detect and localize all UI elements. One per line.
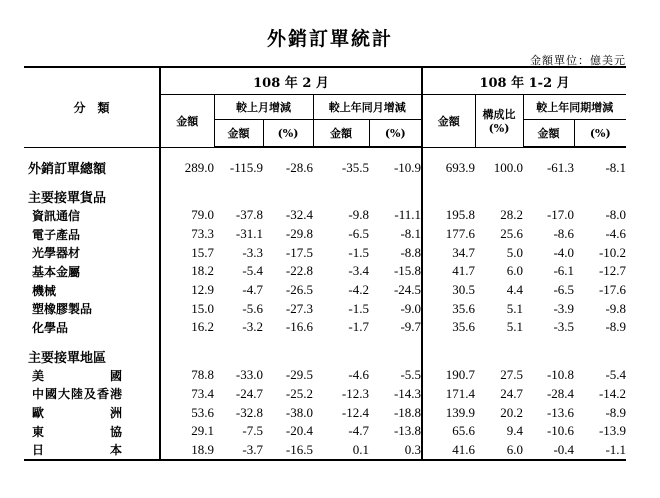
row-label-text: 機械 <box>32 283 57 298</box>
cell: -38.0 <box>285 404 313 420</box>
cell: -3.2 <box>242 319 263 335</box>
cell: -37.8 <box>235 207 263 223</box>
cell: -8.9 <box>605 319 627 335</box>
cell: -6.5 <box>553 282 575 298</box>
cell: 4.4 <box>506 282 524 298</box>
row-label <box>24 299 160 318</box>
cell: -0.4 <box>523 441 574 461</box>
sub-amount-2: 金額 <box>313 120 369 148</box>
row-label-text: 基本金屬 <box>32 264 81 279</box>
cell: 5.0 <box>506 244 524 260</box>
cell: -18.8 <box>393 404 422 420</box>
cell: -15.8 <box>393 263 422 279</box>
cell: 73.4 <box>160 385 214 404</box>
cell: -5.6 <box>242 300 263 316</box>
table-row <box>24 385 626 404</box>
cell: 35.6 <box>422 318 475 337</box>
row-label <box>24 243 160 262</box>
cell: 177.6 <box>422 225 475 244</box>
row-label-text: 光學器材 <box>32 246 81 261</box>
cell: 79.0 <box>160 206 214 225</box>
cell: -13.6 <box>546 404 575 420</box>
cell: -8.0 <box>605 207 627 223</box>
sub-pct-2: (%) <box>369 120 422 148</box>
sub-pct-3: (%) <box>574 120 626 148</box>
cell: -13.8 <box>393 423 422 439</box>
cell: -4.7 <box>242 282 263 298</box>
share-unit: (%) <box>488 122 510 136</box>
row-label <box>24 281 160 300</box>
cell: 0.1 <box>313 441 369 461</box>
cell: 18.2 <box>160 262 214 281</box>
period1-header: 108 年 2 月 <box>160 67 422 95</box>
cell: -24.7 <box>235 385 263 401</box>
cell: -33.0 <box>235 367 263 383</box>
cell: 25.6 <box>500 226 524 242</box>
row-label <box>24 206 160 225</box>
category-header: 分 類 <box>24 67 160 147</box>
row-label <box>24 225 160 244</box>
cell: -29.8 <box>285 226 313 242</box>
cell: -1.5 <box>348 300 369 316</box>
cell: 27.5 <box>500 367 524 383</box>
table-row <box>24 262 626 281</box>
table-row <box>24 366 626 385</box>
cell: -35.5 <box>341 159 369 175</box>
cell: -5.4 <box>242 263 263 279</box>
cell: 35.6 <box>422 299 475 318</box>
table-row <box>24 243 626 262</box>
cell: 139.9 <box>422 403 475 422</box>
unit-note: 金額單位：億美元 <box>530 54 626 67</box>
cell: -8.1 <box>400 226 422 242</box>
row-label <box>24 441 160 461</box>
cell: -17.5 <box>285 244 313 260</box>
period2-header: 108 年 1-2 月 <box>422 67 626 95</box>
cell: -13.9 <box>598 423 627 439</box>
cell: 16.2 <box>160 318 214 337</box>
cell: -28.4 <box>546 385 575 401</box>
cell: 171.4 <box>422 385 475 404</box>
cell: 53.6 <box>160 403 214 422</box>
amount-header-p1: 金額 <box>160 95 214 148</box>
row-label-text: 日 本 <box>32 443 122 458</box>
cell: -7.5 <box>242 423 263 439</box>
cell: -3.5 <box>553 319 575 335</box>
table-row <box>24 422 626 441</box>
cell: -32.4 <box>285 207 313 223</box>
cell: -3.9 <box>553 300 575 316</box>
table-row <box>24 281 626 300</box>
cell: 41.6 <box>422 441 475 461</box>
vs-prev-month-header: 較上月增減 <box>214 95 313 120</box>
section-goods <box>24 187 626 206</box>
cell: -17.0 <box>546 207 575 223</box>
cell: 195.8 <box>422 206 475 225</box>
cell: -9.8 <box>348 207 369 223</box>
cell: -9.8 <box>605 300 627 316</box>
cell: -5.4 <box>605 367 627 383</box>
row-label-text: 資訊通信 <box>32 208 81 223</box>
vs-prev-year-header: 較上年同月增減 <box>313 95 422 120</box>
row-label: 外銷訂單總額 <box>28 162 107 177</box>
share-header <box>475 95 523 148</box>
cell: 41.7 <box>422 262 475 281</box>
section-heading: 主要接單貨品 <box>28 191 107 206</box>
row-label-text: 歐 洲 <box>32 406 122 421</box>
cell: -5.5 <box>400 367 422 383</box>
cell: 29.1 <box>160 422 214 441</box>
row-label-text: 化學品 <box>32 320 69 335</box>
cell: -4.2 <box>348 282 369 298</box>
cell: -9.7 <box>400 319 422 335</box>
cell: 20.2 <box>500 404 524 420</box>
cell: -12.7 <box>598 263 627 279</box>
cell: 65.6 <box>422 422 475 441</box>
cell: 24.7 <box>500 385 524 401</box>
cell: -8.6 <box>553 226 575 242</box>
cell: -4.6 <box>348 367 369 383</box>
cell: -31.1 <box>235 226 263 242</box>
cell: 34.7 <box>422 243 475 262</box>
cell: 30.5 <box>422 281 475 300</box>
export-orders-table <box>24 66 626 461</box>
cell: -10.6 <box>546 423 575 439</box>
table-row <box>24 206 626 225</box>
cell: 73.3 <box>160 225 214 244</box>
cell: -4.6 <box>605 226 627 242</box>
cell: -11.1 <box>394 207 422 223</box>
table-row <box>24 403 626 422</box>
cell: -115.9 <box>229 159 263 175</box>
cell: 28.2 <box>500 207 524 223</box>
cell: -26.5 <box>285 282 313 298</box>
share-label: 構成比 <box>482 108 516 122</box>
cell: -22.8 <box>285 263 313 279</box>
cell: -1.5 <box>348 244 369 260</box>
amount-header-p2: 金額 <box>422 95 475 148</box>
table-row <box>24 318 626 337</box>
sub-pct-1: (%) <box>263 120 313 148</box>
cell: -6.5 <box>348 226 369 242</box>
cell: -27.3 <box>285 300 313 316</box>
cell: -12.4 <box>341 404 369 420</box>
cell: 693.9 <box>422 158 475 177</box>
row-label <box>24 318 160 337</box>
row-label <box>24 403 160 422</box>
cell: 6.0 <box>506 263 524 279</box>
table-row <box>24 441 626 461</box>
cell: -10.2 <box>598 244 627 260</box>
sub-amount-3: 金額 <box>523 120 574 148</box>
cell: 78.8 <box>160 366 214 385</box>
section-regions <box>24 347 626 366</box>
cell: -61.3 <box>546 159 575 175</box>
row-label <box>24 366 160 385</box>
row-label-text: 電子產品 <box>32 227 81 242</box>
row-label <box>24 262 160 281</box>
cell: 5.1 <box>506 300 524 316</box>
page-title: 外銷訂單統計 <box>266 28 393 50</box>
cell: -1.1 <box>574 441 626 461</box>
row-label <box>24 385 160 404</box>
table-row <box>24 225 626 244</box>
cell: -4.7 <box>348 423 369 439</box>
table-row-total <box>24 158 626 177</box>
row-label-text: 中國大陸及香港 <box>32 387 122 402</box>
section-heading: 主要接單地區 <box>28 350 107 366</box>
cell: -16.6 <box>285 319 313 335</box>
cell: 18.9 <box>160 441 214 461</box>
cell: 6.0 <box>475 441 523 461</box>
cell: -16.5 <box>263 441 313 461</box>
cell: -25.2 <box>285 385 313 401</box>
cell: -24.5 <box>393 282 422 298</box>
cell: -8.8 <box>400 244 422 260</box>
cell: 9.4 <box>506 423 524 439</box>
cell: -12.3 <box>341 385 369 401</box>
cell: 190.7 <box>422 366 475 385</box>
row-label-text: 美 國 <box>32 368 122 383</box>
sub-amount-1: 金額 <box>214 120 263 148</box>
cell: -14.2 <box>598 385 627 401</box>
cell: 0.3 <box>369 441 422 461</box>
vs-prev-year-period-header: 較上年同期增減 <box>523 95 626 120</box>
cell: -3.7 <box>214 441 263 461</box>
cell: -32.8 <box>235 404 263 420</box>
cell: -1.7 <box>348 319 369 335</box>
row-label <box>24 422 160 441</box>
table-row <box>24 299 626 318</box>
cell: 289.0 <box>160 158 214 177</box>
cell: -8.1 <box>605 159 627 175</box>
cell: 15.7 <box>160 243 214 262</box>
cell: -29.5 <box>285 367 313 383</box>
cell: -10.8 <box>546 367 575 383</box>
cell: -3.4 <box>348 263 369 279</box>
cell: -10.9 <box>393 159 422 175</box>
cell: -17.6 <box>598 282 627 298</box>
cell: -4.0 <box>553 244 575 260</box>
cell: -28.6 <box>285 159 313 175</box>
cell: 12.9 <box>160 281 214 300</box>
cell: -20.4 <box>285 423 313 439</box>
cell: 15.0 <box>160 299 214 318</box>
row-label-text: 東 協 <box>32 424 122 439</box>
cell: -6.1 <box>553 263 575 279</box>
cell: 5.1 <box>506 319 524 335</box>
cell: -8.9 <box>605 404 627 420</box>
cell: -9.0 <box>400 300 422 316</box>
row-label-text: 塑橡膠製品 <box>32 302 93 317</box>
cell: -14.3 <box>393 385 422 401</box>
cell: -3.3 <box>242 244 263 260</box>
cell: 100.0 <box>493 159 524 175</box>
